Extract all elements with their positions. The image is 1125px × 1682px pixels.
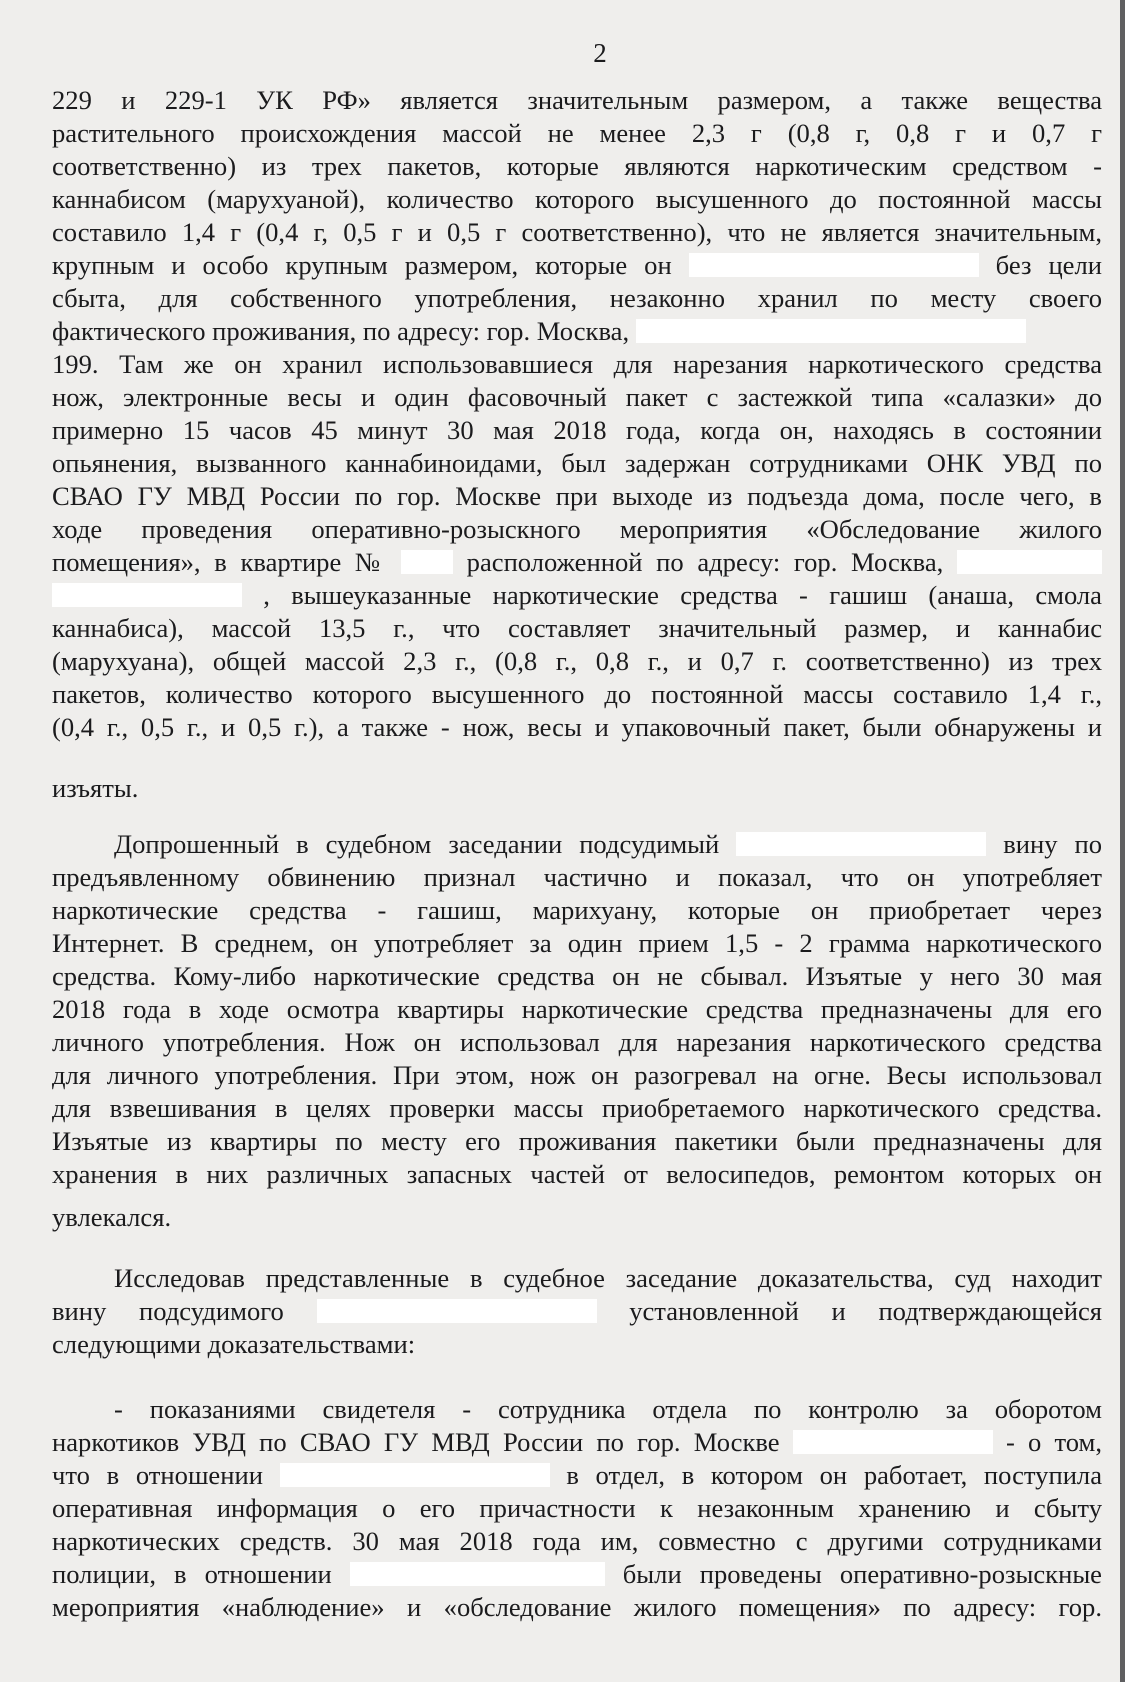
text-fragment: в отдел, в котором он работает, поступила <box>566 1460 1102 1490</box>
redaction-box <box>52 583 242 607</box>
text-line <box>52 1426 1102 1459</box>
text-line: следующими доказательствами: <box>52 1329 416 1359</box>
text-line: - показаниями свидетеля - сотрудника отдела по контролю за оборотом <box>114 1394 1102 1424</box>
text-line: соответственно) из трех пакетов, которые являются наркотическим средством - <box>52 151 1102 181</box>
text-fragment: расположенной по адресу: гор. Москва, <box>466 547 944 577</box>
text-line: пакетов, количество которого высушенного до постоянной массы составило 1,4 г., <box>52 679 1102 709</box>
redaction-box <box>736 832 986 856</box>
redaction-box <box>280 1463 550 1487</box>
text-line: 199. Там же он хранил использовавшиеся для нарезания наркотического средства <box>52 349 1102 379</box>
redaction-box <box>689 253 979 277</box>
text-line <box>52 1295 1102 1328</box>
text-line: опьянения, вызванного каннабиноидами, был задержан сотрудниками ОНК УВД по <box>52 448 1102 478</box>
text-line: предъявленному обвинению признал частично и показал, что он употребляет <box>52 862 1102 892</box>
redaction-box <box>957 550 1102 574</box>
text-line: Изъятые из квартиры по месту его проживания пакетики были предназначены для <box>52 1126 1102 1156</box>
text-line: 229 и 229-1 УК РФ» является значительным размером, а также вещества <box>52 85 1102 115</box>
text-line: ходе проведения оперативно-розыскного мероприятия «Обследование жилого <box>52 514 1102 544</box>
text-line: мероприятия «наблюдение» и «обследование жилого помещения» по адресу: гор. <box>52 1592 1102 1622</box>
redaction-box <box>636 319 1026 343</box>
text-fragment: - о том, <box>1005 1427 1102 1457</box>
text-line: 2018 года в ходе осмотра квартиры наркотические средства предназначены для его <box>52 994 1102 1024</box>
text-line: увлекался. <box>52 1202 172 1232</box>
text-fragment: были проведены оперативно-розыскные <box>622 1559 1102 1589</box>
text-line: Интернет. В среднем, он употребляет за один прием 1,5 - 2 грамма наркотического <box>52 928 1102 958</box>
text-fragment: Допрошенный в судебном заседании подсудимый <box>114 829 720 859</box>
text-line: (марухуана), общей массой 2,3 г., (0,8 г., 0,8 г., и 0,7 г. соответственно) из трех <box>52 646 1102 676</box>
text-line <box>52 249 1102 282</box>
text-fragment: полиции, в отношении <box>52 1559 332 1589</box>
text-line <box>52 1558 1102 1591</box>
text-line <box>52 546 1102 579</box>
redaction-box <box>793 1430 993 1454</box>
text-line: наркотические средства - гашиш, марихуану, которые он приобретает через <box>52 895 1102 925</box>
page-edge-shadow <box>1120 0 1125 1682</box>
text-fragment: помещения», в квартире № <box>52 547 388 577</box>
text-fragment: вину подсудимого <box>52 1296 284 1326</box>
text-fragment: что в отношении <box>52 1460 263 1490</box>
text-line: хранения в них различных запасных частей от велосипедов, ремонтом которых он <box>52 1159 1102 1189</box>
text-line: средства. Кому-либо наркотические средства он не сбывал. Изъятые у него 30 мая <box>52 961 1102 991</box>
text-line <box>52 579 1102 612</box>
text-line: изъяты. <box>52 773 139 803</box>
text-line <box>52 1459 1102 1492</box>
redaction-box <box>317 1299 597 1323</box>
text-line: каннабисом (марухуаной), количество которого высушенного до постоянной массы <box>52 184 1102 214</box>
redaction-box <box>350 1562 605 1586</box>
text-line: примерно 15 часов 45 минут 30 мая 2018 года, когда он, находясь в состоянии <box>52 415 1102 445</box>
text-line: личного употребления. Нож он использовал для нарезания наркотического средства <box>52 1027 1102 1057</box>
text-line: (0,4 г., 0,5 г., и 0,5 г.), а также - нож, весы и упаковочный пакет, были обнаружены и <box>52 712 1102 742</box>
text-fragment: вину по <box>1003 829 1103 859</box>
text-line: для личного употребления. При этом, нож он разогревал на огне. Весы использовал <box>52 1060 1102 1090</box>
text-fragment: , вышеуказанные наркотические средства - гашиш (анаша, смола <box>263 580 1102 610</box>
text-line: СВАО ГУ МВД России по гор. Москве при выходе из подъезда дома, после чего, в <box>52 481 1102 511</box>
redaction-box <box>401 550 453 574</box>
text-line: каннабиса), массой 13,5 г., что составляет значительный размер, и каннабис <box>52 613 1102 643</box>
text-fragment: наркотиков УВД по СВАО ГУ МВД России по гор. Москве <box>52 1427 780 1457</box>
text-line <box>52 828 1102 861</box>
text-fragment: фактического проживания, по адресу: гор. Москва, <box>52 316 630 346</box>
text-line: составило 1,4 г (0,4 г, 0,5 г и 0,5 г соответственно), что не является значительным, <box>52 217 1102 247</box>
text-fragment: крупным и особо крупным размером, которые он <box>52 250 672 280</box>
text-fragment: установленной и подтверждающейся <box>629 1296 1102 1326</box>
text-line: оперативная информация о его причастности к незаконным хранению и сбыту <box>52 1493 1102 1523</box>
page-number: 2 <box>593 38 607 68</box>
text-line: для взвешивания в целях проверки массы приобретаемого наркотического средства. <box>52 1093 1102 1123</box>
text-line: наркотических средств. 30 мая 2018 года им, совместно с другими сотрудниками <box>52 1526 1102 1556</box>
text-line: нож, электронные весы и один фасовочный пакет с застежкой типа «салазки» до <box>52 382 1102 412</box>
text-line: Исследовав представленные в судебное заседание доказательства, суд находит <box>114 1263 1102 1293</box>
text-line <box>52 315 1102 348</box>
text-fragment: без цели <box>995 250 1102 280</box>
text-line: сбыта, для собственного употребления, незаконно хранил по месту своего <box>52 283 1102 313</box>
text-line: растительного происхождения массой не менее 2,3 г (0,8 г, 0,8 г и 0,7 г <box>52 118 1102 148</box>
